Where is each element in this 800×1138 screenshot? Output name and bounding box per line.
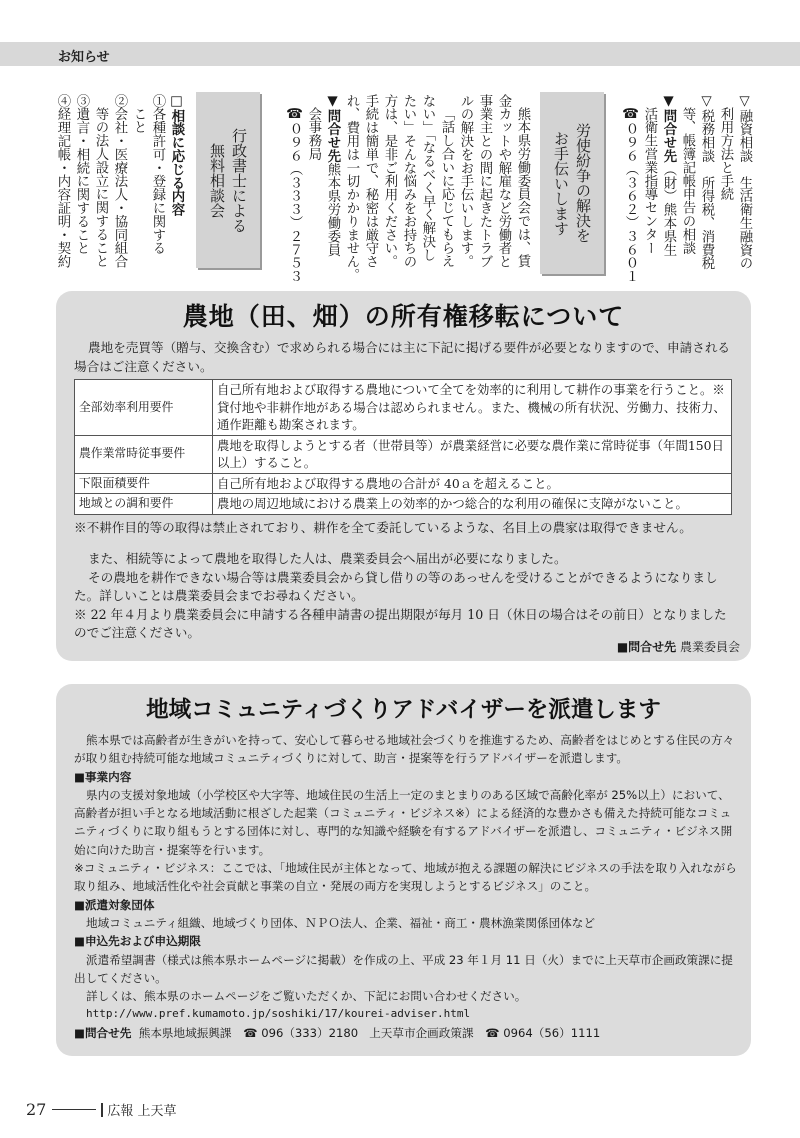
community-target: 地域コミュニティ組織、地域づくり団体、ＮＰＯ法人、企業、福祉・商工・農林漁業関係団体など [86, 915, 595, 930]
farmland-title: 農地（田、畑）の所有権移転について [182, 302, 625, 331]
section-header-band [0, 42, 800, 66]
farmland-intro: 農地を売買等（贈与、交換含む）で求められる場合には主に下記に掲げる要件が必要となりますので、申請される場合はご注意ください。 [74, 340, 731, 374]
finance-consult-line: ▽融資相談 生活衛生融資の [737, 94, 752, 270]
contact-label: ■問合せ先 [74, 1025, 132, 1040]
labor-contact-line: 会事務局 [306, 107, 321, 161]
labor-contact-tel: ☎０９６（３３３）２７５３ [287, 107, 302, 283]
page-number: 27 [26, 1100, 47, 1119]
requirement-name: 全部効率利用要件 [75, 380, 213, 436]
farmland-contact [560, 638, 740, 657]
contact-head: ▼問合せ先 [325, 94, 340, 163]
community-detail: 詳しくは、熊本県のホームページをご覧いただくか、下記にお問い合わせください。 [86, 989, 527, 1004]
contact-org: 熊本県労働委員 [325, 162, 340, 257]
consult-item: こと [131, 107, 146, 134]
consultation-columns [621, 94, 754, 284]
contact-value: 熊本県地域振興課 ☎ 096（333）2180 [138, 1025, 359, 1040]
requirement-name: 農作業常時従事要件 [75, 435, 213, 473]
consult-items-head: □相談に応じる内容 [169, 94, 184, 217]
community-apply: 派遣希望調書（様式は熊本県ホームページに掲載）を作成の上、平成 23 年１月 11 日（火）までに上天草市企画政策課に提出してください。 [74, 952, 733, 985]
community-intro: 熊本県では高齢者が生きがいを持って、安心して暮らせる地域社会づくりを推進するため、高齢者をはじめとする住民の方々が取り組む持続可能な地域コミュニティづくりに対して、助言・提案等を行うアドバイザーを派遣します。 [74, 733, 735, 766]
table-row [75, 435, 732, 473]
labor-dispute-heading [540, 92, 604, 274]
table-row [75, 494, 732, 515]
contact-line [659, 94, 678, 284]
table-row [75, 380, 732, 436]
requirement-desc: 自己所有地および取得する農地の合計が 40ａを超えること。 [213, 473, 732, 494]
text-line: 熊本県労働委員会では、賃 [515, 107, 530, 268]
text-line: ない」「なるべく早く解決し [420, 94, 435, 262]
text-line: 手続は簡単で、秘密は厳守さ [363, 94, 378, 269]
requirement-desc: 農地を取得しようとする者（世帯員等）が農業経営に必要な農作業に常時従事（年間150日以上）すること。 [213, 435, 732, 473]
finance-consult-line: 利用方法と手続 [718, 107, 733, 201]
farmland-paragraphs [74, 550, 734, 643]
contact-head: ▼問合せ先 [661, 94, 676, 163]
footer-bar [101, 1103, 103, 1117]
requirement-desc: 自己所有地および取得する農地について全てを効率的に利用して耕作の事業を行うこと。※貸付地や非耕作地がある場合は認められません。また、機械の所有状況、労働力、技術力、通作距離も勘案されます。 [213, 380, 732, 436]
requirement-name: 地域との調和要件 [75, 494, 213, 515]
scrivener-consult-heading [196, 92, 260, 268]
text-line: 事業主との間に起きたトラブ [477, 94, 492, 269]
consult-item: ②会社・医療法人・協同組合 [112, 94, 127, 269]
consult-item: ③遺言・相続に関すること [74, 94, 89, 255]
community-url-link[interactable]: http://www.pref.kumamoto.jp/soshiki/17/kourei-adviser.html [86, 1007, 471, 1021]
section-heading: ■申込先および申込期限 [74, 934, 201, 949]
contact-tel: ☎０９６（３６２）３６０１ [623, 107, 638, 283]
farmland-note: ※不耕作目的等の取得は禁止されており、耕作を全て委託しているような、名目上の農家は取得できません。 [74, 520, 692, 535]
farmland-para: また、相続等によって農地を取得した人は、農業委員会へ届出が必要になりました。 [88, 551, 567, 566]
contact-org: （財）熊本県生 [661, 162, 676, 257]
labor-dispute-text [285, 94, 532, 284]
text-line: れ、費用は一切かかりません。 [344, 94, 359, 282]
requirement-desc: 農地の周辺地域における農業上の効率的かつ総合的な利用の確保に支障がないこと。 [213, 494, 732, 515]
requirement-name: 下限面積要件 [75, 473, 213, 494]
community-title: 地域コミュニティづくりアドバイザーを派遣します [146, 697, 661, 723]
text-line: たい」そんな悩みをお持ちの [401, 94, 416, 269]
farmland-requirements-table [74, 379, 732, 515]
farmland-para: ※ 22 年４月より農業委員会に申請する各種申請書の提出期限が毎月 10 日（休日の場合はその前日）となりましたのでご注意ください。 [74, 606, 727, 640]
scrivener-consult-items [53, 94, 186, 284]
labor-dispute-heading-text: 労使紛争の解決を お手伝いします [552, 123, 592, 243]
footer-rule [52, 1109, 96, 1110]
contact-value: 農業委員会 [679, 640, 740, 654]
consult-item: 等の法人設立に関すること [93, 107, 108, 268]
section-heading: ■事業内容 [74, 769, 132, 784]
community-body [74, 731, 738, 1042]
scrivener-consult-heading-text: 行政書士による 無料相談会 [208, 127, 248, 233]
text-line: 金カットや解雇など労働者と [496, 94, 511, 269]
community-note: ※コミュニティ・ビジネス：ここでは、「地域住民が主体となって、地域が抱える課題の解決にビジネスの手法を取り入れながら取り組み、地域活性化や社会貢献と事業の自立・発展の両方を実現しようとするビジネス」のこと。 [74, 861, 737, 894]
publication-name: 広報 上天草 [107, 1104, 177, 1119]
community-contact [74, 1024, 738, 1042]
labor-contact [323, 94, 342, 284]
section-heading: ■派遣対象団体 [74, 897, 155, 912]
farmland-para: その農地を耕作できない場合等は農業委員会から貸し借りの等のあっせんを受けることができるようになりました。詳しいことは農業委員会までお尋ねください。 [74, 569, 718, 603]
contact-org-line: 活衛生営業指導センター [642, 107, 657, 255]
community-content: 県内の支援対象地域（小学校区や大字等、地域住民の生活上一定のまとまりのある区域で高齢化率が 25%以上）において、高齢者が担い手となる地域活動に根ざした起業（コミュニティ・ビジネス※）による経済的な豊かさも備えた持続可能なコミュニティづくりに取り組もうとする団体に対し、専門的な知識や経験を有するアドバイザーを派遣し、コミュニティ・ビジネス開始に向けた助言・提案等を行います。 [74, 787, 733, 857]
consult-item: ④経理記帳・内容証明・契約 [55, 94, 70, 269]
text-line: 方は、是非ご利用ください。 [382, 94, 397, 269]
contact-label: ■問合せ先 [616, 640, 677, 654]
text-line: 「話し合いに応じてもらえ [439, 107, 454, 268]
tax-consult-line: 等、帳簿記帳申告の相談 [680, 107, 695, 255]
section-label: お知らせ [58, 50, 110, 65]
page-footer [26, 1100, 177, 1119]
table-row [75, 473, 732, 494]
tax-consult-line: ▽税務相談 所得税、消費税 [699, 94, 714, 270]
text-line: ルの解決をお手伝いします。 [458, 94, 473, 269]
consult-item: ①各種許可・登録に関する [150, 94, 165, 255]
contact-value: 上天草市企画政策課 ☎ 0964（56）1111 [369, 1025, 601, 1040]
